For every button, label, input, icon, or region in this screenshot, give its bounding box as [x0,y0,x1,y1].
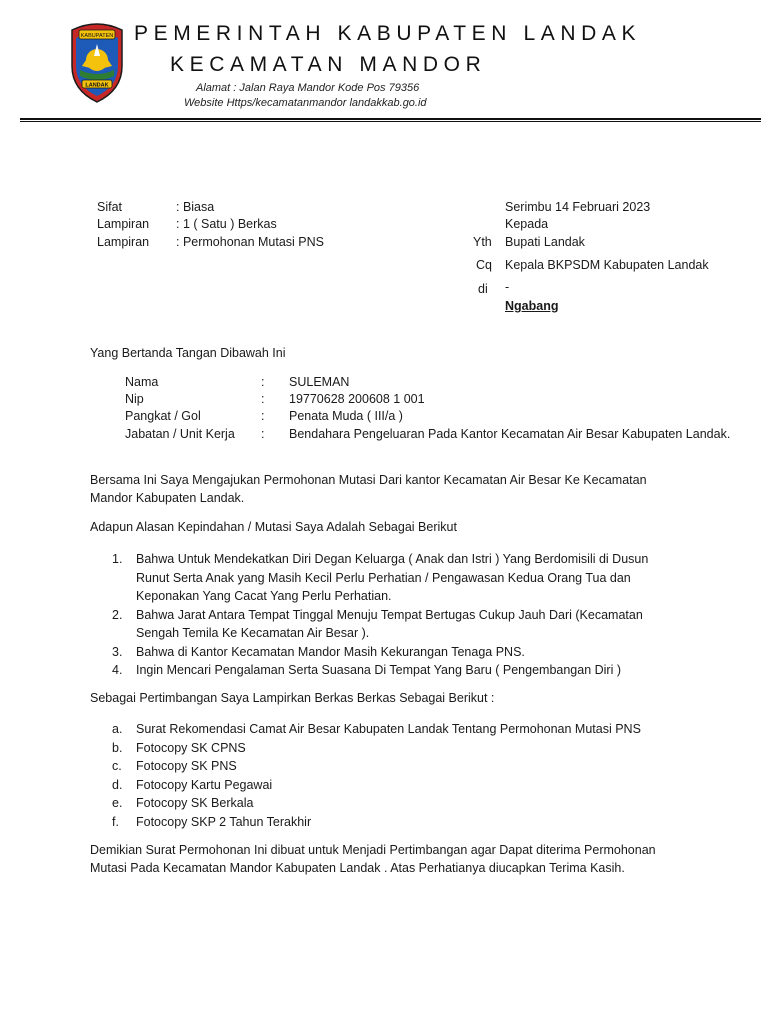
list-item-line: Bahwa Jarat Antara Tempat Tinggal Menuju Tempat Bertugas Cukup Jauh Dari (Kecamatan [136,607,643,622]
list-item-text: Fotocopy SKP 2 Tahun Terakhir [136,814,312,829]
identity-sep: : [261,392,265,406]
addressee-cq: Kepala BKPSDM Kabupaten Landak [505,258,709,272]
identity-value-nip: 19770628 200608 1 001 [289,392,425,406]
list-item-text: Fotocopy SK CPNS [136,740,246,755]
list-marker: 2. [112,607,123,622]
paragraph-attachments-intro: Sebagai Pertimbangan Saya Lampirkan Berkas Berkas Sebagai Berikut : [90,691,495,705]
list-item [112,550,672,606]
paragraph-request-line: Mandor Kabupaten Landak. [90,491,245,505]
reasons-list [112,550,672,680]
list-marker: e. [112,796,123,810]
meta-label-lampiran: Lampiran [97,217,150,231]
letterhead-website: Website Https/kecamatanmandor landakkab.go.id [184,97,427,109]
addressee-cq-prefix: Cq [476,258,492,272]
addressee-kepada: Kepada [505,217,549,231]
paragraph-closing-line: Mutasi Pada Kecamatan Mandor Kabupaten Landak . Atas Perhatianya diucapkan Terima Kasih. [90,861,625,875]
addressee-yth: Bupati Landak [505,235,585,249]
addressee-yth-prefix: Yth [473,235,492,249]
list-marker: 4. [112,663,123,677]
list-item-text: Fotocopy SK Berkala [136,796,254,810]
letterhead-divider-thin [20,121,761,122]
list-item [112,661,672,680]
list-item-line: Runut Serta Anak yang Masih Kecil Perlu Perhatian / Pengawasan Kedua Orang Tua dan [136,570,631,585]
list-item [112,794,672,813]
list-marker: f. [112,814,119,829]
identity-label-pangkat: Pangkat / Gol [125,409,201,423]
identity-label-nama: Nama [125,375,159,389]
list-item-text: Fotocopy SK PNS [136,759,237,773]
letter-date: Serimbu 14 Februari 2023 [505,200,651,214]
list-marker: 1. [112,552,123,566]
letter-intro: Yang Bertanda Tangan Dibawah Ini [90,346,286,360]
meta-value-sifat: : Biasa [176,200,215,214]
svg-text:LANDAK: LANDAK [85,82,109,89]
meta-value-perihal: : Permohonan Mutasi PNS [176,235,324,249]
list-item [112,739,672,758]
list-item-line: Sengah Temila Ke Kecamatan Air Besar ). [136,626,370,640]
list-item-text: Surat Rekomendasi Camat Air Besar Kabupaten Landak Tentang Permohonan Mutasi PNS [136,722,641,736]
list-marker: d. [112,777,123,792]
identity-sep: : [261,427,265,441]
list-item [112,813,672,832]
list-item-line: Bahwa Untuk Mendekatkan Diri Degan Keluarga ( Anak dan Istri ) Yang Berdomisili di Dusun [136,552,649,566]
list-marker: 3. [112,644,123,659]
meta-label-perihal: Lampiran [97,235,150,249]
identity-label-nip: Nip [125,392,144,406]
identity-value-pangkat: Penata Muda ( III/a ) [289,409,403,423]
addressee-di: - [505,280,510,294]
list-item [112,643,672,662]
list-marker: b. [112,740,123,755]
identity-value-jabatan: Bendahara Pengeluaran Pada Kantor Kecamatan Air Besar Kabupaten Landak. [289,427,731,441]
meta-label-sifat: Sifat [97,200,123,214]
identity-sep: : [261,409,265,423]
list-item [112,606,672,643]
list-marker: c. [112,759,122,773]
list-item-line: Ingin Mencari Pengalaman Serta Suasana Di Tempat Yang Baru ( Pengembangan Diri ) [136,663,622,677]
paragraph-closing-line: Demikian Surat Permohonan Ini dibuat untuk Menjadi Pertimbangan agar Dapat diterima Permohonan [90,843,656,857]
svg-text:KABUPATEN: KABUPATEN [80,33,114,39]
addressee-place: Ngabang [505,299,559,313]
list-item [112,720,672,739]
landak-regency-crest-icon [66,20,128,104]
list-marker: a. [112,722,123,736]
letterhead-title-government: PEMERINTAH KABUPATEN LANDAK [134,22,642,45]
attachments-list [112,720,672,831]
paragraph-reasons-intro: Adapun Alasan Kepindahan / Mutasi Saya Adalah Sebagai Berikut [90,520,457,534]
list-item-text: Fotocopy Kartu Pegawai [136,777,273,792]
list-item [112,776,672,795]
addressee-di-prefix: di [478,282,488,296]
identity-label-jabatan: Jabatan / Unit Kerja [125,427,235,441]
identity-sep: : [261,375,265,389]
identity-value-nama: SULEMAN [289,375,350,389]
list-item-line: Bahwa di Kantor Kecamatan Mandor Masih Kekurangan Tenaga PNS. [136,644,525,659]
letterhead-divider-thick [20,118,761,120]
letterhead-title-district: KECAMATAN MANDOR [170,53,487,76]
letterhead-address: Alamat : Jalan Raya Mandor Kode Pos 79356 [196,82,420,94]
meta-value-lampiran: : 1 ( Satu ) Berkas [176,217,277,231]
list-item [112,757,672,776]
list-item-line: Keponakan Yang Cacat Yang Perlu Perhatian. [136,589,392,603]
paragraph-request-line: Bersama Ini Saya Mengajukan Permohonan Mutasi Dari kantor Kecamatan Air Besar Ke Kecamatan [90,473,647,487]
